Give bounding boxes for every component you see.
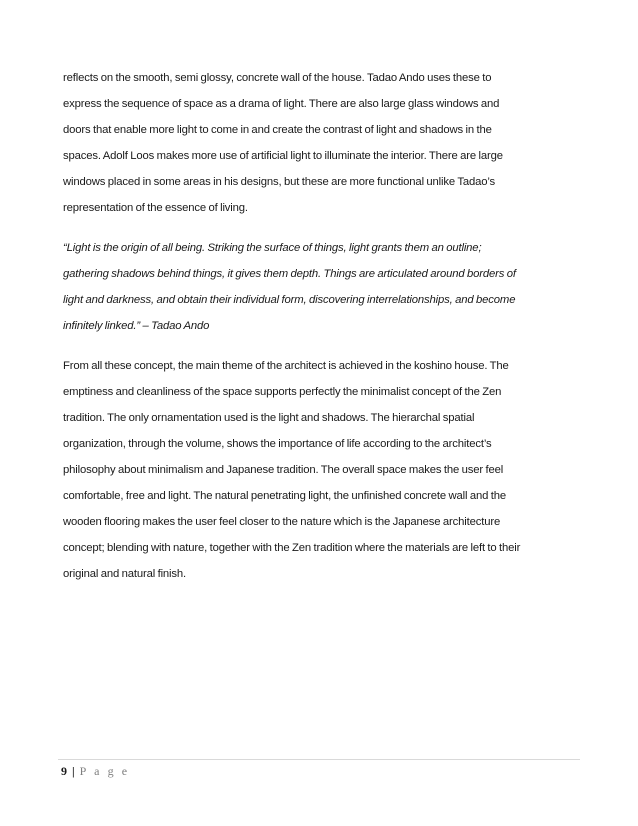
paragraph-line: wooden flooring makes the user feel closer to the nature which is the Japanese architecture xyxy=(63,516,501,528)
quote-line: “Light is the origin of all being. Striking the surface of things, light grants them an outline; xyxy=(63,242,482,254)
footer-divider xyxy=(58,759,580,760)
paragraph-line: spaces. Adolf Loos makes more use of artificial light to illuminate the interior. There are large xyxy=(63,150,503,162)
paragraph-line: reflects on the smooth, semi glossy, concrete wall of the house. Tadao Ando uses these to xyxy=(63,72,492,84)
paragraph-line: emptiness and cleanliness of the space supports perfectly the minimalist concept of the Zen xyxy=(63,386,502,398)
paragraph-line: doors that enable more light to come in and create the contrast of light and shadows in the xyxy=(63,124,492,136)
footer-separator: | xyxy=(72,764,75,778)
page-label: P a g e xyxy=(79,764,130,778)
quote-line: gathering shadows behind things, it gives them depth. Things are articulated around borders of xyxy=(63,268,516,280)
quote-line: infinitely linked.” – Tadao Ando xyxy=(63,320,210,332)
paragraph-line: express the sequence of space as a drama of light. There are also large glass windows and xyxy=(63,98,500,110)
quote-line: light and darkness, and obtain their individual form, discovering interrelationships, and become xyxy=(63,294,516,306)
paragraph-line: windows placed in some areas in his designs, but these are more functional unlike Tadao’s xyxy=(63,176,496,188)
body-paragraph xyxy=(63,65,583,221)
page-number: 9 xyxy=(61,764,67,778)
page-footer xyxy=(61,764,130,779)
paragraph-line: representation of the essence of living. xyxy=(63,202,248,214)
paragraph-line: From all these concept, the main theme of the architect is achieved in the koshino house. The xyxy=(63,360,509,372)
paragraph-line: philosophy about minimalism and Japanese tradition. The overall space makes the user feel xyxy=(63,464,504,476)
paragraph-line: comfortable, free and light. The natural penetrating light, the unfinished concrete wall and the xyxy=(63,490,506,502)
paragraph-line: original and natural finish. xyxy=(63,568,187,580)
paragraph-line: concept; blending with nature, together with the Zen tradition where the materials are left to their xyxy=(63,542,521,554)
body-paragraph xyxy=(63,353,583,587)
paragraph-line: tradition. The only ornamentation used is the light and shadows. The hierarchal spatial xyxy=(63,412,475,424)
paragraph-line: organization, through the volume, shows the importance of life according to the architect’s xyxy=(63,438,492,450)
quote-paragraph xyxy=(63,235,583,339)
